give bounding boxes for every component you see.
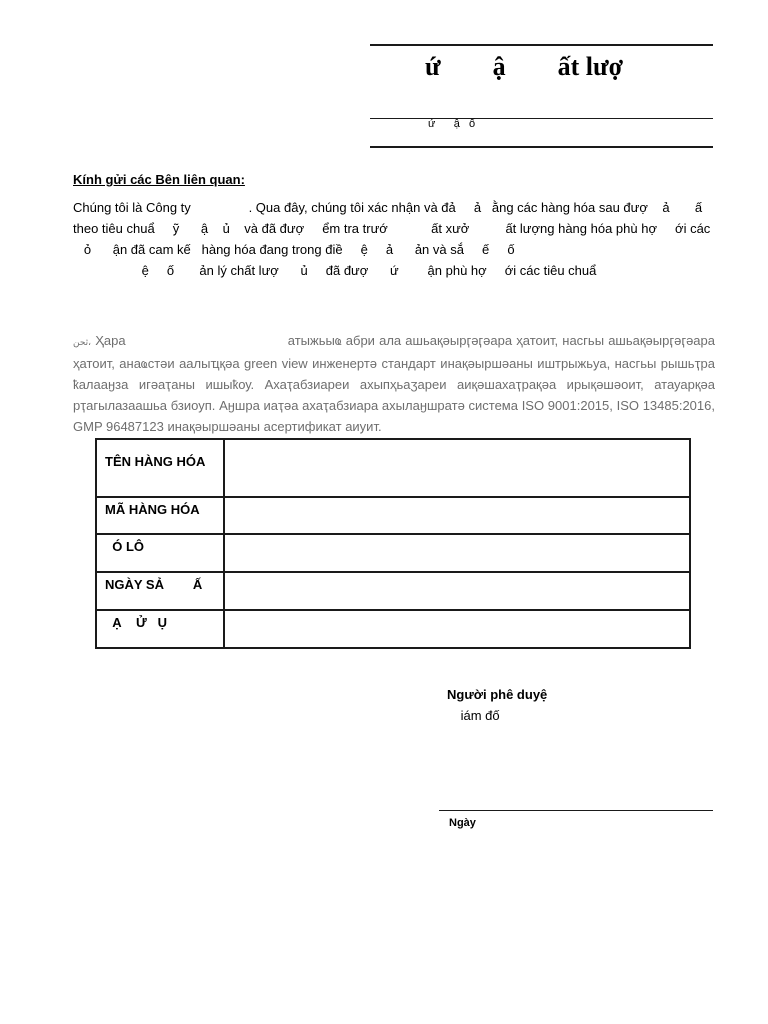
body-line-1: Chúng tôi là Công ty . Qua đây, chúng tôi xác nhận và đả ả ằng các hàng hóa sau đượ ả ấ [73,200,703,215]
date-label: Ngày [449,817,476,829]
foreign-prefix: ثحن، [73,337,92,347]
row-label-expiry-date: Ạ Ử Ụ [96,610,224,648]
document-subtitle: ứ ậ ố [428,118,476,130]
table-row [96,497,690,534]
row-value-lot-number[interactable] [224,534,690,572]
header-top-rule [370,44,713,46]
table-row [96,610,690,648]
table-row [96,439,690,497]
body-line-4: ệ ố ản lý chất lượ ủ đã đượ ứ ận phù hợ ới các tiêu chuẩ [73,263,597,278]
approver-title: iám đố [457,708,500,723]
row-label-lot-number: Ó LÔ [96,534,224,572]
foreign-text: Ҳара атыжьыҩ абри ала ашьақәырӷәӷәара ҳатоит, насгьы ашьақәырӷәӷәара ҳатоит, анаҩстәи аалыҵқәа green view инженертә стандарт инақәыршәаны иштрыжьуа, насгьы рышьҭра ҟалааӈза игәаҭаны ишыҟоу. Ахаҭабзиареи ахыпҳьаӡареи аиқәшахаҭрақәа ирықәшәоит, атауарқәа рҭагылазаашьа бзиоуп. Аӈшра иаҭәа ахаҭабзиара ахылаӈшратә система ISO 9001:2015, ISO 13485:2016, GMP 96487123 инақәыршәаны асертификат аиуит. [73,333,719,434]
table-row [96,572,690,610]
document-title: ứ ậ ất lượ [425,52,623,81]
foreign-paragraph [73,330,719,437]
row-label-product-code: MÃ HÀNG HÓA [96,497,224,534]
header-bottom-rule [370,146,713,148]
body-line-3: ỏ ận đã cam kế hàng hóa đang trong điề ệ ả ản và sắ ế ố [73,242,515,257]
header-middle-rule [370,118,713,119]
row-value-production-date[interactable] [224,572,690,610]
product-info-table [95,438,691,649]
salutation: Kính gửi các Bên liên quan: [73,172,245,187]
signature-line [439,810,713,811]
approver-label: Người phê duyệ [447,687,548,702]
row-label-production-date: NGÀY SẢ Ấ [96,572,224,610]
row-value-product-code[interactable] [224,497,690,534]
row-value-product-name[interactable] [224,439,690,497]
body-line-2: theo tiêu chuẩ ỹ ậ ủ và đã đượ ểm tra trướ ất xưở ất lượng hàng hóa phù hợ ới các [73,221,711,236]
row-label-product-name: TÊN HÀNG HÓA [96,439,224,497]
row-value-expiry-date[interactable] [224,610,690,648]
table-row [96,534,690,572]
